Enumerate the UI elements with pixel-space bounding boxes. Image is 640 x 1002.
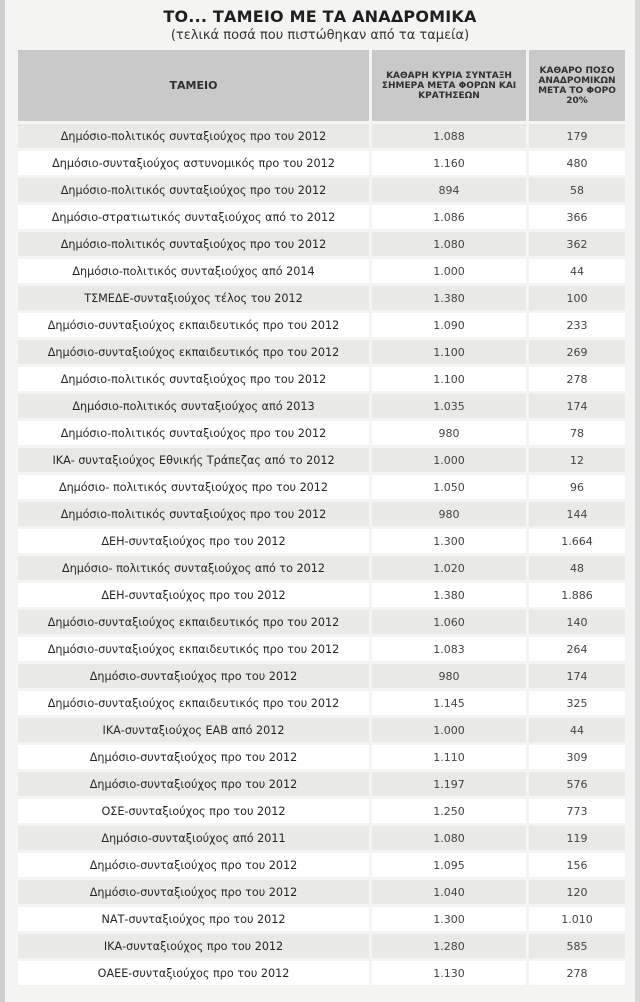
fund-cell: ΙΚΑ- συνταξιούχος Εθνικής Τράπεζας από το 2012	[18, 445, 372, 472]
arrears-cell: 576	[529, 769, 625, 796]
page-title: ΤΟ... ΤΑΜΕΙΟ ΜΕ ΤΑ ΑΝΑΔΡΟΜΙΚΑ	[163, 7, 477, 26]
arrears-cell: 48	[529, 553, 625, 580]
fund-cell: Δημόσιο-συνταξιούχος από 2011	[18, 823, 372, 850]
arrears-cell: 12	[529, 445, 625, 472]
pension-cell: 1.280	[372, 931, 529, 958]
arrears-cell: 278	[529, 364, 625, 391]
table-row	[18, 364, 625, 391]
pension-cell: 980	[372, 418, 529, 445]
arrears-cell: 119	[529, 823, 625, 850]
pension-cell: 1.080	[372, 229, 529, 256]
fund-cell: Δημόσιο-συνταξιούχος προ του 2012	[18, 742, 372, 769]
table-row	[18, 958, 625, 985]
arrears-cell: 362	[529, 229, 625, 256]
pension-cell: 1.035	[372, 391, 529, 418]
arrears-cell: 1.664	[529, 526, 625, 553]
fund-cell: Δημόσιο-συνταξιούχος εκπαιδευτικός προ του 2012	[18, 688, 372, 715]
arrears-cell: 144	[529, 499, 625, 526]
pension-cell: 1.000	[372, 445, 529, 472]
table-row	[18, 553, 625, 580]
arrears-cell: 120	[529, 877, 625, 904]
fund-cell: Δημόσιο-πολιτικός συνταξιούχος προ του 2012	[18, 364, 372, 391]
table-row	[18, 796, 625, 823]
fund-cell: Δημόσιο-συνταξιούχος προ του 2012	[18, 877, 372, 904]
arrears-cell: 1.010	[529, 904, 625, 931]
fund-cell: Δημόσιο-συνταξιούχος εκπαιδευτικός προ του 2012	[18, 634, 372, 661]
pension-cell: 980	[372, 661, 529, 688]
pension-cell: 980	[372, 499, 529, 526]
arrears-cell: 264	[529, 634, 625, 661]
pension-cell: 1.300	[372, 526, 529, 553]
pension-cell: 1.080	[372, 823, 529, 850]
pension-cell: 1.095	[372, 850, 529, 877]
pension-cell: 894	[372, 175, 529, 202]
fund-cell: Δημόσιο-πολιτικός συνταξιούχος προ του 2012	[18, 499, 372, 526]
arrears-cell: 174	[529, 391, 625, 418]
table-row	[18, 418, 625, 445]
fund-cell: Δημόσιο-συνταξιούχος προ του 2012	[18, 661, 372, 688]
arrears-cell: 269	[529, 337, 625, 364]
pension-cell: 1.130	[372, 958, 529, 985]
fund-cell: Δημόσιο-πολιτικός συνταξιούχος προ του 2012	[18, 229, 372, 256]
table-row	[18, 148, 625, 175]
table-row	[18, 823, 625, 850]
pension-cell: 1.088	[372, 121, 529, 148]
header-pension: ΚΑΘΑΡΗ ΚΥΡΙΑ ΣΥΝΤΑΞΗ ΣΗΜΕΡΑ ΜΕΤΑ ΦΟΡΩΝ ΚΑΙ ΚΡΑΤΗΣΕΩΝ	[372, 50, 529, 121]
fund-cell: Δημόσιο-πολιτικός συνταξιούχος από 2014	[18, 256, 372, 283]
pension-cell: 1.145	[372, 688, 529, 715]
arrears-cell: 100	[529, 283, 625, 310]
fund-cell: Δημόσιο- πολιτικός συνταξιούχος προ του 2012	[18, 472, 372, 499]
pension-cell: 1.380	[372, 283, 529, 310]
fund-cell: Δημόσιο-συνταξιούχος προ του 2012	[18, 769, 372, 796]
table-row	[18, 526, 625, 553]
fund-cell: ΔΕΗ-συνταξιούχος προ του 2012	[18, 580, 372, 607]
pension-cell: 1.250	[372, 796, 529, 823]
arrears-cell: 174	[529, 661, 625, 688]
table-row	[18, 472, 625, 499]
table-row	[18, 445, 625, 472]
arrears-cell: 585	[529, 931, 625, 958]
arrears-cell: 58	[529, 175, 625, 202]
fund-cell: Δημόσιο-συνταξιούχος εκπαιδευτικός προ του 2012	[18, 310, 372, 337]
table-row	[18, 256, 625, 283]
pension-cell: 1.100	[372, 337, 529, 364]
fund-cell: Δημόσιο-συνταξιούχος εκπαιδευτικός προ του 2012	[18, 337, 372, 364]
arrears-cell: 156	[529, 850, 625, 877]
arrears-cell: 773	[529, 796, 625, 823]
pension-cell: 1.060	[372, 607, 529, 634]
pension-cell: 1.100	[372, 364, 529, 391]
header-row	[18, 50, 625, 121]
table-row	[18, 229, 625, 256]
arrears-cell: 96	[529, 472, 625, 499]
pension-cell: 1.090	[372, 310, 529, 337]
fund-cell: ΝΑΤ-συνταξιούχος προ του 2012	[18, 904, 372, 931]
pension-cell: 1.020	[372, 553, 529, 580]
table-row	[18, 634, 625, 661]
fund-cell: Δημόσιο-συνταξιούχος αστυνομικός προ του 2012	[18, 148, 372, 175]
fund-cell: ΤΣΜΕΔΕ-συνταξιούχος τέλος του 2012	[18, 283, 372, 310]
pension-cell: 1.380	[372, 580, 529, 607]
arrears-cell: 480	[529, 148, 625, 175]
fund-cell: Δημόσιο-πολιτικός συνταξιούχος προ του 2012	[18, 175, 372, 202]
table-body	[18, 121, 625, 985]
arrears-cell: 233	[529, 310, 625, 337]
pension-cell: 1.000	[372, 256, 529, 283]
table-row	[18, 688, 625, 715]
table-row	[18, 202, 625, 229]
fund-cell: Δημόσιο- πολιτικός συνταξιούχος από το 2012	[18, 553, 372, 580]
fund-cell: Δημόσιο-στρατιωτικός συνταξιούχος από το 2012	[18, 202, 372, 229]
table-row	[18, 580, 625, 607]
arrears-cell: 325	[529, 688, 625, 715]
table-row	[18, 310, 625, 337]
table-row	[18, 742, 625, 769]
table-row	[18, 715, 625, 742]
table-row	[18, 877, 625, 904]
header-fund: ΤΑΜΕΙΟ	[18, 50, 372, 121]
table-row	[18, 607, 625, 634]
table-row	[18, 769, 625, 796]
fund-cell: Δημόσιο-συνταξιούχος προ του 2012	[18, 850, 372, 877]
arrears-cell: 140	[529, 607, 625, 634]
fund-cell: Δημόσιο-συνταξιούχος εκπαιδευτικός προ του 2012	[18, 607, 372, 634]
header-arrears: ΚΑΘΑΡΟ ΠΟΣΟ ΑΝΑΔΡΟΜΙΚΩΝ ΜΕΤΑ ΤΟ ΦΟΡΟ 20%	[529, 50, 625, 121]
fund-cell: Δημόσιο-πολιτικός συνταξιούχος από 2013	[18, 391, 372, 418]
arrears-cell: 44	[529, 715, 625, 742]
table-row	[18, 499, 625, 526]
fund-cell: ΔΕΗ-συνταξιούχος προ του 2012	[18, 526, 372, 553]
fund-cell: ΟΣΕ-συνταξιούχος προ του 2012	[18, 796, 372, 823]
arrears-cell: 78	[529, 418, 625, 445]
arrears-cell: 366	[529, 202, 625, 229]
fund-cell: Δημόσιο-πολιτικός συνταξιούχος προ του 2012	[18, 418, 372, 445]
pension-cell: 1.086	[372, 202, 529, 229]
fund-cell: ΙΚΑ-συνταξιούχος ΕΑΒ από 2012	[18, 715, 372, 742]
pension-cell: 1.000	[372, 715, 529, 742]
arrears-cell: 44	[529, 256, 625, 283]
pension-cell: 1.083	[372, 634, 529, 661]
fund-cell: ΙΚΑ-συνταξιούχος προ του 2012	[18, 931, 372, 958]
table-row	[18, 337, 625, 364]
fund-cell: ΟΑΕΕ-συνταξιούχος προ του 2012	[18, 958, 372, 985]
table-row	[18, 121, 625, 148]
table-row	[18, 661, 625, 688]
table-row	[18, 391, 625, 418]
arrears-cell: 278	[529, 958, 625, 985]
pension-cell: 1.300	[372, 904, 529, 931]
table-row	[18, 904, 625, 931]
pension-cell: 1.040	[372, 877, 529, 904]
pension-cell: 1.160	[372, 148, 529, 175]
pension-cell: 1.110	[372, 742, 529, 769]
pension-cell: 1.050	[372, 472, 529, 499]
table-row	[18, 175, 625, 202]
table-row	[18, 850, 625, 877]
arrears-cell: 179	[529, 121, 625, 148]
arrears-cell: 1.886	[529, 580, 625, 607]
table-row	[18, 283, 625, 310]
table-header	[18, 50, 625, 121]
arrears-cell: 309	[529, 742, 625, 769]
table-row	[18, 931, 625, 958]
page-subtitle: (τελικά ποσά που πιστώθηκαν από τα ταμεία)	[170, 28, 470, 43]
pension-cell: 1.197	[372, 769, 529, 796]
arrears-table	[18, 50, 625, 985]
fund-cell: Δημόσιο-πολιτικός συνταξιούχος προ του 2012	[18, 121, 372, 148]
